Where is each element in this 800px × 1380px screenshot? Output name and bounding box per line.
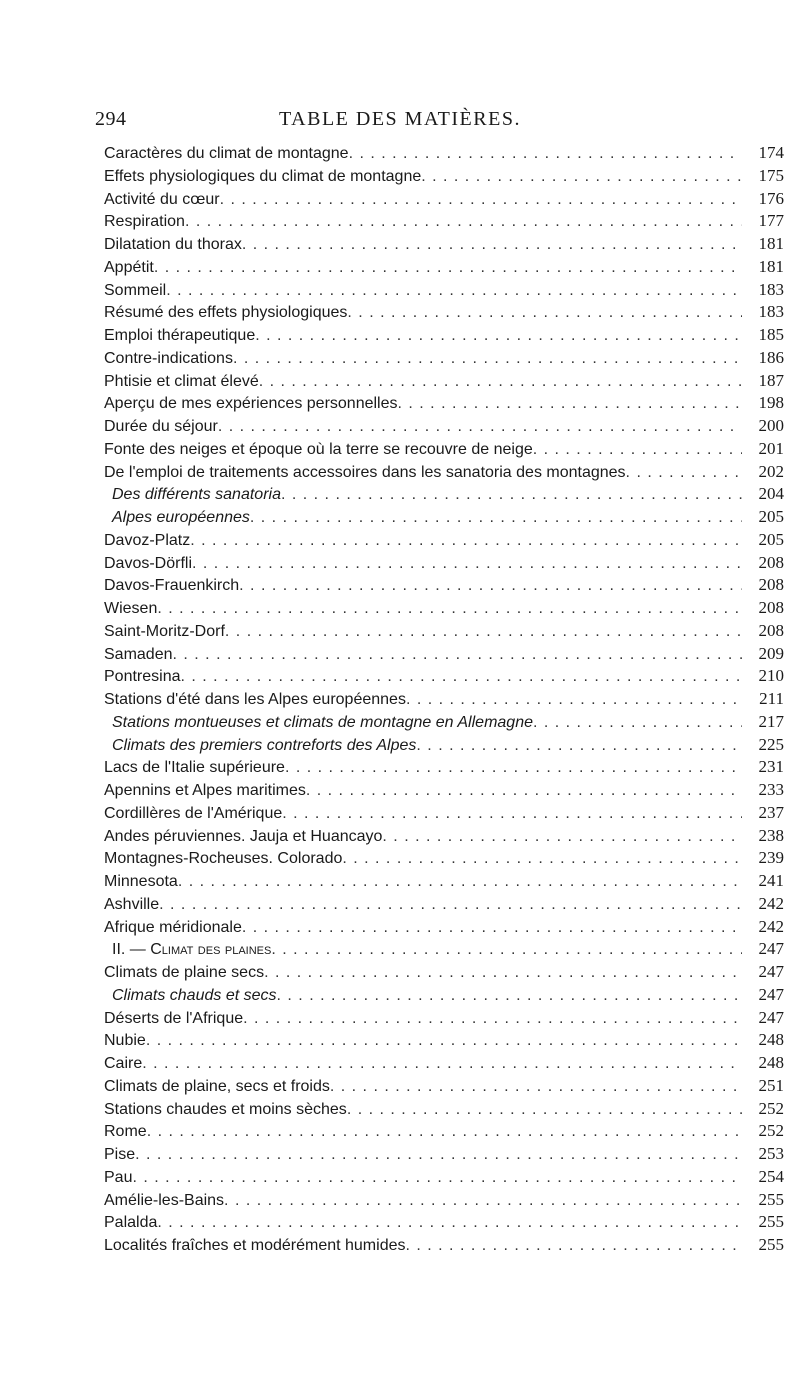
- toc-entry: [104, 665, 784, 688]
- dot-leader: [147, 1121, 742, 1143]
- toc-entry-page: 209: [758, 643, 784, 663]
- toc-entry-page: 208: [758, 552, 784, 572]
- toc-entry-page: 253: [758, 1144, 784, 1163]
- toc-entry: [104, 461, 784, 484]
- toc-entry-title: Phtisie et climat élevé: [104, 372, 259, 390]
- toc-entry-title: Activité du cœur: [104, 190, 220, 208]
- toc-entry-page: 237: [758, 802, 784, 822]
- dot-leader: [382, 826, 742, 848]
- dot-leader: [239, 575, 742, 597]
- dot-leader: [347, 1099, 742, 1121]
- toc-entry-title: Apennins et Alpes maritimes: [104, 782, 306, 799]
- toc-entry-title: Montagnes-Rocheuses. Colorado: [104, 850, 343, 868]
- toc-entry-title: Davos-Dörfli: [104, 554, 193, 572]
- dot-leader: [282, 803, 742, 825]
- toc-entry: [104, 756, 784, 779]
- dot-leader: [259, 371, 742, 393]
- toc-entry-title: Dilatation du thorax: [104, 236, 242, 253]
- toc-entry-title: Respiration: [104, 213, 185, 231]
- toc-entry-title: Stations montueuses et climats de montagne en Allemagne: [112, 713, 533, 731]
- dot-leader: [154, 257, 742, 279]
- dot-leader: [173, 644, 743, 666]
- toc-entry-page: 210: [758, 666, 784, 686]
- toc-entry-page: 211: [759, 689, 784, 708]
- toc-entry: [104, 415, 784, 438]
- toc-entry: [104, 1007, 784, 1030]
- toc-entry: [104, 1052, 784, 1075]
- toc-entry-title: Afrique méridionale: [104, 918, 242, 936]
- toc-entry: [104, 142, 784, 165]
- toc-entry-title: Alpes européennes: [112, 509, 250, 526]
- toc-entry-page: 185: [758, 325, 784, 344]
- dot-leader: [135, 1144, 742, 1166]
- dot-leader: [281, 484, 742, 506]
- dot-leader: [146, 1030, 742, 1052]
- toc-entry-title: Ashville: [104, 895, 160, 913]
- toc-entry-page: 225: [758, 734, 784, 754]
- toc-entry-title: Appétit: [104, 258, 154, 276]
- toc-entry-title: Pise: [104, 1146, 136, 1163]
- toc-entry-page: 217: [758, 711, 784, 731]
- toc-entry-page: 255: [758, 1212, 784, 1232]
- toc-entry: [104, 1098, 784, 1121]
- toc-entry: [104, 506, 784, 529]
- toc-entry-page: 241: [758, 871, 784, 890]
- toc-entry: [104, 233, 784, 256]
- toc-entry: [104, 1211, 784, 1234]
- toc-entry: [104, 825, 784, 848]
- dot-leader: [533, 712, 742, 734]
- toc-entry: [104, 711, 784, 734]
- toc-entry: [104, 256, 784, 279]
- dot-leader: [242, 917, 742, 939]
- dot-leader: [233, 348, 742, 370]
- toc-entry-page: 242: [758, 893, 784, 913]
- toc-entry: [104, 688, 784, 711]
- toc-entry: [104, 1143, 784, 1166]
- toc-entry-page: 183: [758, 279, 784, 299]
- toc-entry-title: Climats de plaine secs: [104, 964, 265, 981]
- toc-entry: [104, 643, 784, 666]
- toc-entry-title: Stations chaudes et moins sèches: [104, 1100, 347, 1118]
- dot-leader: [157, 598, 742, 620]
- toc-entry-title: Déserts de l'Afrique: [104, 1009, 244, 1027]
- toc-entry-title: Lacs de l'Italie supérieure: [104, 759, 285, 777]
- toc-entry-page: 208: [758, 575, 784, 595]
- dot-leader: [178, 871, 742, 893]
- toc-entry-title: De l'emploi de traitements accessoires dans les sanatoria des montagnes: [104, 463, 626, 481]
- dot-leader: [159, 894, 742, 916]
- toc-entry-title: Nubie: [104, 1032, 146, 1050]
- dot-leader: [185, 211, 742, 233]
- toc-entry: [104, 870, 784, 893]
- toc-entry-title: Localités fraîches et modérément humides: [104, 1237, 406, 1254]
- toc-entry-page: 205: [758, 507, 784, 526]
- running-title: TABLE DES MATIÈRES.: [279, 108, 521, 130]
- toc-entry-title: Saint-Moritz-Dorf: [104, 622, 225, 640]
- toc-entry: [104, 984, 784, 1007]
- toc-entry: [104, 574, 784, 597]
- dot-leader: [285, 757, 742, 779]
- toc-entry-title: Pontresina: [104, 668, 181, 686]
- toc-entry: [104, 392, 784, 415]
- toc-entry-page: 186: [758, 347, 784, 367]
- toc-entry-title: Climats des premiers contreforts des Alpes: [112, 736, 417, 754]
- dot-leader: [218, 416, 742, 438]
- dot-leader: [398, 393, 743, 415]
- toc-entry-page: 200: [758, 416, 784, 435]
- table-of-contents: [104, 142, 784, 1257]
- toc-entry-title: Climats chauds et secs: [112, 986, 277, 1004]
- toc-entry-page: 247: [758, 1007, 784, 1027]
- dot-leader: [157, 1212, 742, 1234]
- toc-entry: [104, 1166, 784, 1189]
- dot-leader: [264, 962, 742, 984]
- toc-entry-page: 176: [758, 188, 784, 208]
- dot-leader: [306, 780, 742, 802]
- toc-entry: [104, 961, 784, 984]
- toc-entry-page: 177: [758, 211, 784, 231]
- dot-leader: [421, 166, 742, 188]
- toc-entry-page: 187: [758, 370, 784, 390]
- toc-entry-title: Aperçu de mes expériences personnelles: [104, 395, 398, 413]
- toc-entry-title: Cordillères de l'Amérique: [104, 804, 283, 822]
- toc-entry: [104, 620, 784, 643]
- toc-entry-title: Pau: [104, 1168, 133, 1186]
- dot-leader: [255, 325, 742, 347]
- toc-entry: [104, 847, 784, 870]
- toc-entry-page: 252: [758, 1098, 784, 1118]
- toc-entry-title: Fonte des neiges et époque où la terre se recouvre de neige: [104, 440, 533, 458]
- toc-entry-title: Wiesen: [104, 600, 158, 617]
- toc-entry-title: Caire: [104, 1055, 143, 1072]
- toc-entry: [104, 188, 784, 211]
- toc-entry-page: 174: [758, 143, 784, 162]
- dot-leader: [349, 143, 742, 165]
- toc-entry-page: 252: [758, 1121, 784, 1141]
- toc-entry: [104, 347, 784, 370]
- toc-entry: [104, 279, 784, 302]
- dot-leader: [225, 621, 742, 643]
- dot-leader: [166, 280, 742, 302]
- toc-entry-title: Amélie-les-Bains: [104, 1191, 225, 1209]
- toc-entry-title: Contre-indications: [104, 349, 233, 367]
- dot-leader: [132, 1167, 742, 1189]
- toc-entry-page: 201: [758, 438, 784, 458]
- dot-leader: [406, 689, 742, 711]
- toc-entry-page: 183: [758, 302, 784, 322]
- toc-entry-title: Des différents sanatoria: [112, 486, 281, 504]
- toc-entry-page: 247: [758, 939, 784, 959]
- dot-leader: [190, 530, 742, 552]
- toc-entry-page: 208: [758, 598, 784, 617]
- dot-leader: [533, 439, 742, 461]
- toc-entry-page: 247: [758, 984, 784, 1004]
- toc-entry-page: 255: [758, 1235, 784, 1254]
- toc-entry: [104, 210, 784, 233]
- toc-entry-title: Andes péruviennes. Jauja et Huancayo: [104, 827, 383, 845]
- toc-entry: [104, 483, 784, 506]
- toc-entry-page: 208: [758, 620, 784, 640]
- dot-leader: [242, 234, 742, 256]
- toc-entry-title: Rome: [104, 1123, 147, 1141]
- toc-entry: [104, 1234, 784, 1257]
- toc-entry-page: 255: [758, 1189, 784, 1209]
- toc-entry-title: Caractères du climat de montagne: [104, 145, 349, 162]
- toc-entry-title: Sommeil: [104, 281, 167, 299]
- dot-leader: [192, 553, 742, 575]
- dot-leader: [224, 1190, 742, 1212]
- dot-leader: [277, 985, 742, 1007]
- toc-entry-page: 248: [758, 1030, 784, 1050]
- toc-entry-page: 175: [758, 165, 784, 185]
- toc-entry-title: Davos-Frauenkirch: [104, 577, 240, 595]
- toc-entry-title: Durée du séjour: [104, 418, 218, 435]
- toc-entry: [104, 529, 784, 552]
- toc-entry: [104, 301, 784, 324]
- toc-entry-title: Palalda: [104, 1214, 158, 1232]
- toc-entry: [104, 893, 784, 916]
- toc-entry: [104, 438, 784, 461]
- toc-entry-title: Samaden: [104, 645, 173, 663]
- toc-entry-page: 233: [758, 780, 784, 799]
- dot-leader: [342, 848, 742, 870]
- dot-leader: [626, 462, 742, 484]
- toc-entry: [104, 938, 784, 961]
- toc-entry: [104, 552, 784, 575]
- dot-leader: [416, 735, 742, 757]
- toc-entry-page: 204: [758, 484, 784, 504]
- toc-entry: [104, 1120, 784, 1143]
- toc-entry: [104, 1029, 784, 1052]
- toc-entry-title: Minnesota: [104, 873, 178, 890]
- toc-entry-page: 205: [758, 529, 784, 549]
- dot-leader: [220, 189, 742, 211]
- toc-entry-title: Résumé des effets physiologiques: [104, 304, 348, 322]
- toc-entry-page: 202: [758, 461, 784, 481]
- toc-entry-title: Effets physiologiques du climat de montagne: [104, 167, 422, 185]
- toc-entry-page: 242: [758, 916, 784, 936]
- toc-entry: [104, 1189, 784, 1212]
- toc-entry-title: II. — Climat des plaines: [112, 941, 272, 959]
- dot-leader: [271, 939, 742, 961]
- toc-entry-title: Emploi thérapeutique: [104, 327, 256, 344]
- toc-entry-title: Davoz-Platz: [104, 531, 191, 549]
- toc-entry-page: 239: [758, 848, 784, 868]
- dot-leader: [405, 1235, 742, 1257]
- toc-entry-page: 254: [758, 1166, 784, 1186]
- dot-leader: [181, 666, 743, 688]
- toc-entry: [104, 916, 784, 939]
- toc-entry: [104, 597, 784, 620]
- toc-entry: [104, 734, 784, 757]
- dot-leader: [142, 1053, 742, 1075]
- toc-entry-page: 248: [758, 1053, 784, 1072]
- toc-entry: [104, 165, 784, 188]
- toc-entry: [104, 779, 784, 802]
- toc-entry: [104, 802, 784, 825]
- dot-leader: [243, 1008, 742, 1030]
- page-number: 294: [95, 108, 127, 130]
- toc-entry-page: 181: [758, 234, 784, 253]
- toc-entry-page: 238: [758, 825, 784, 845]
- dot-leader: [330, 1076, 742, 1098]
- dot-leader: [347, 302, 742, 324]
- toc-entry-page: 231: [758, 757, 784, 777]
- toc-entry-title: Climats de plaine, secs et froids: [104, 1077, 330, 1095]
- toc-entry-title: Stations d'été dans les Alpes européennes: [104, 691, 406, 708]
- toc-entry: [104, 370, 784, 393]
- page-header: [0, 0, 800, 140]
- dot-leader: [250, 507, 742, 529]
- toc-entry-page: 247: [758, 962, 784, 981]
- toc-entry: [104, 324, 784, 347]
- toc-entry-page: 181: [758, 256, 784, 276]
- toc-entry: [104, 1075, 784, 1098]
- toc-entry-page: 251: [758, 1075, 784, 1095]
- toc-entry-page: 198: [758, 393, 784, 413]
